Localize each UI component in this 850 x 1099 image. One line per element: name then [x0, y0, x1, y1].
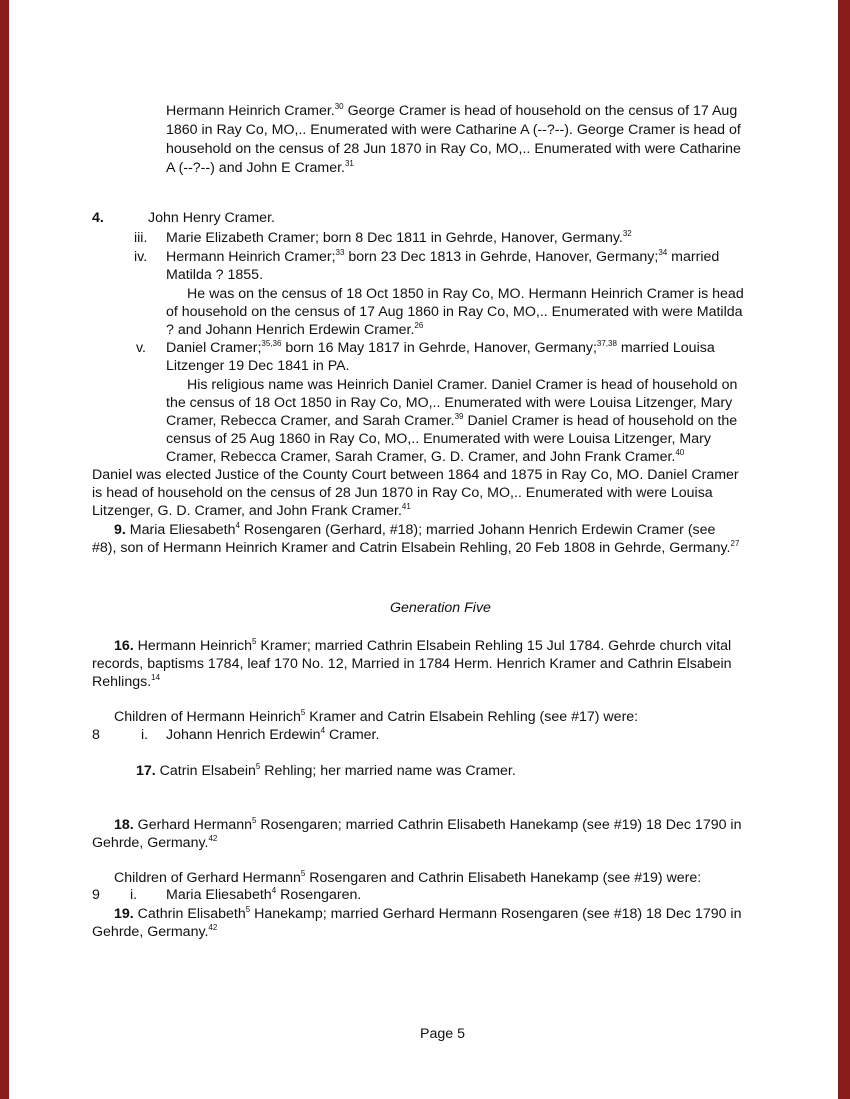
- child-number: v.: [136, 340, 146, 356]
- child-entry-line-8: Daniel was elected Justice of the County Court between 1864 and 1875 in Ray Co, MO. Daniel Cramer: [92, 467, 739, 483]
- text: Cramer, Rebecca Cramer, Sarah Cramer, G. D. Cramer, and John Frank Cramer.: [166, 449, 676, 465]
- text: born 16 May 1817 in Gehrde, Hanover, Germany;: [281, 340, 597, 356]
- footnote-ref: 42: [208, 923, 218, 932]
- text: Litzenger, G. D. Cramer, and John Frank Cramer.: [92, 503, 402, 519]
- footnote-ref: 26: [414, 321, 424, 330]
- text: ? and Johann Henrich Erdewin Cramer.: [166, 322, 415, 338]
- text: Children of Hermann Heinrich: [114, 709, 301, 725]
- top-paragraph-line-1: [166, 102, 737, 120]
- top-paragraph-line-3: household on the census of 28 Jun 1870 in Ray Co, MO,.. Enumerated with were Catharine: [166, 141, 741, 157]
- child-entry-line-3: He was on the census of 18 Oct 1850 in Ray Co, MO. Hermann Heinrich Cramer is head: [187, 286, 744, 302]
- child-number: iii.: [134, 230, 148, 246]
- text: Hermann Heinrich Cramer;: [166, 249, 336, 265]
- entry-18-line-2: [92, 834, 217, 852]
- entry-9-line-1: [114, 521, 715, 539]
- text: Catrin Elsabein: [155, 763, 256, 779]
- entry-16-line-1: [114, 637, 731, 655]
- child-entry-line-5: [166, 321, 423, 339]
- left-border: [0, 0, 9, 1099]
- entry-19-line-1: [114, 905, 741, 923]
- child-number: 4.: [92, 210, 104, 226]
- generation-ref: 5: [255, 762, 261, 771]
- text: Daniel Cramer;: [166, 340, 262, 356]
- child-entry: [166, 229, 632, 247]
- footnote-ref: 14: [151, 673, 161, 682]
- text: Rehlings.: [92, 674, 152, 690]
- generation-ref: 4: [320, 726, 326, 735]
- text: Kramer; married Cathrin Elsabein Rehling 15 Jul 1784. Gehrde church vital: [256, 638, 732, 654]
- child-entry-line-10: [92, 502, 411, 520]
- entry-18-line-1: [114, 816, 741, 834]
- child-entry-line-4: of household on the census of 17 Aug 1860 in Ray Co, MO,.. Enumerated with were Matilda: [166, 304, 743, 320]
- text: Daniel Cramer is head of household on the: [463, 413, 738, 429]
- footnote-ref: 34: [658, 248, 668, 257]
- text: Rosengaren.: [276, 887, 362, 903]
- text: Kramer and Catrin Elsabein Rehling (see #17) were:: [305, 709, 639, 725]
- text: Children of Gerhard Hermann: [114, 870, 301, 886]
- entry-number: 9.: [114, 522, 126, 538]
- entry-number: 18.: [114, 817, 134, 833]
- child-entry-line-4: the census of 18 Oct 1850 in Ray Co, MO,.. Enumerated with were Louisa Litzenger, Mary: [166, 395, 733, 411]
- generation-ref: 5: [300, 869, 306, 878]
- text: Hermann Heinrich Cramer.: [166, 103, 335, 119]
- footnote-ref: 42: [208, 834, 218, 843]
- footnote-ref: 41: [401, 502, 411, 511]
- footnote-ref: 33: [335, 248, 345, 257]
- generation-ref: 5: [252, 637, 257, 646]
- children-heading: [114, 708, 638, 726]
- child-entry-line-3: His religious name was Heinrich Daniel Cramer. Daniel Cramer is head of household on: [187, 377, 738, 393]
- text: A (--?--) and John E Cramer.: [166, 160, 345, 176]
- child-name: [166, 726, 379, 744]
- child-number: iv.: [134, 249, 148, 265]
- page-number: Page 5: [420, 1026, 465, 1042]
- child-entry-line-7: [166, 448, 684, 466]
- top-paragraph-line-2: 1860 in Ray Co, MO,.. Enumerated with were Catharine A (--?--). George Cramer is head of: [166, 122, 741, 138]
- child-name: [166, 886, 361, 904]
- child-number: i.: [130, 887, 138, 903]
- entry-number: 19.: [114, 906, 134, 922]
- text: married Louisa: [616, 340, 715, 356]
- text: Gehrde, Germany.: [92, 924, 209, 940]
- footnote-ref: 31: [344, 159, 354, 168]
- text: Maria Eliesabeth: [166, 887, 272, 903]
- entry-19-line-2: [92, 923, 217, 941]
- entry-number: 16.: [114, 638, 134, 654]
- text: #8), son of Hermann Heinrich Kramer and Catrin Elsabein Rehling, 20 Feb 1808 in Gehrde, Germany.: [92, 540, 731, 556]
- footnote-ref: 37,38: [596, 339, 617, 348]
- generation-ref: 5: [300, 708, 306, 717]
- generation-ref: 4: [235, 521, 240, 530]
- text: Hanekamp; married Gerhard Hermann Rosengaren (see #18) 18 Dec 1790 in: [250, 906, 742, 922]
- text: Gerhard Hermann: [133, 817, 253, 833]
- text: Maria Eliesabeth: [125, 522, 236, 538]
- entry-16-line-3: [92, 673, 160, 691]
- text: Marie Elizabeth Cramer; born 8 Dec 1811 in Gehrde, Hanover, Germany.: [166, 230, 623, 246]
- entry-9-line-2: [92, 539, 739, 557]
- generation-ref: 4: [271, 886, 277, 895]
- footnote-ref: 32: [622, 229, 632, 238]
- footnote-ref: 30: [334, 102, 344, 111]
- entry-17: [136, 762, 516, 780]
- text: Rosengaren (Gerhard, #18); married Johann Henrich Erdewin Cramer (see: [239, 522, 716, 538]
- child-ref-number: 8: [92, 727, 100, 743]
- child-entry-line-6: census of 25 Aug 1860 in Ray Co, MO,.. Enumerated with were Louisa Litzenger, Mary: [166, 431, 711, 447]
- text: Cathrin Elisabeth: [133, 906, 246, 922]
- text: Rosengaren and Cathrin Elisabeth Hanekamp (see #19) were:: [305, 870, 702, 886]
- child-entry-line-1: [166, 248, 719, 266]
- entry-16-line-2: records, baptisms 1784, leaf 170 No. 12, Married in 1784 Herm. Henrich Kramer and Cathrin Elsabein: [92, 656, 732, 672]
- child-entry-line-5: [166, 412, 737, 430]
- text: Gehrde, Germany.: [92, 835, 209, 851]
- text: married: [667, 249, 720, 265]
- child-entry-line-2: Litzenger 19 Dec 1841 in PA.: [166, 358, 350, 374]
- top-paragraph-line-4: [166, 159, 354, 177]
- footnote-ref: 39: [454, 412, 464, 421]
- text: Rehling; her married name was Cramer.: [260, 763, 516, 779]
- child-ref-number: 9: [92, 887, 100, 903]
- generation-heading: Generation Five: [390, 600, 491, 616]
- text: Cramer, Rebecca Cramer, and Sarah Cramer.: [166, 413, 455, 429]
- child-entry-line-1: [166, 339, 715, 357]
- right-border: [838, 0, 850, 1099]
- child-number: i.: [141, 727, 149, 743]
- text: Johann Henrich Erdewin: [166, 727, 321, 743]
- text: Rosengaren; married Cathrin Elisabeth Hanekamp (see #19) 18 Dec 1790 in: [256, 817, 742, 833]
- footnote-ref: 40: [675, 448, 685, 457]
- text: Cramer.: [325, 727, 380, 743]
- footnote-ref: 27: [730, 539, 740, 548]
- child-entry-line-9: is head of household on the census of 28 Jun 1870 in Ray Co, MO,.. Enumerated with were Louisa: [92, 485, 713, 501]
- child-entry-line-2: Matilda ? 1855.: [166, 267, 264, 283]
- generation-ref: 5: [252, 816, 257, 825]
- footnote-ref: 35,36: [261, 339, 282, 348]
- entry-number: 17.: [136, 763, 156, 779]
- children-heading: [114, 869, 701, 887]
- child-name: John Henry Cramer.: [148, 210, 275, 226]
- text: Hermann Heinrich: [133, 638, 253, 654]
- text: born 23 Dec 1813 in Gehrde, Hanover, Germany;: [344, 249, 659, 265]
- text: George Cramer is head of household on the census of 17 Aug: [343, 103, 738, 119]
- generation-ref: 5: [245, 905, 251, 914]
